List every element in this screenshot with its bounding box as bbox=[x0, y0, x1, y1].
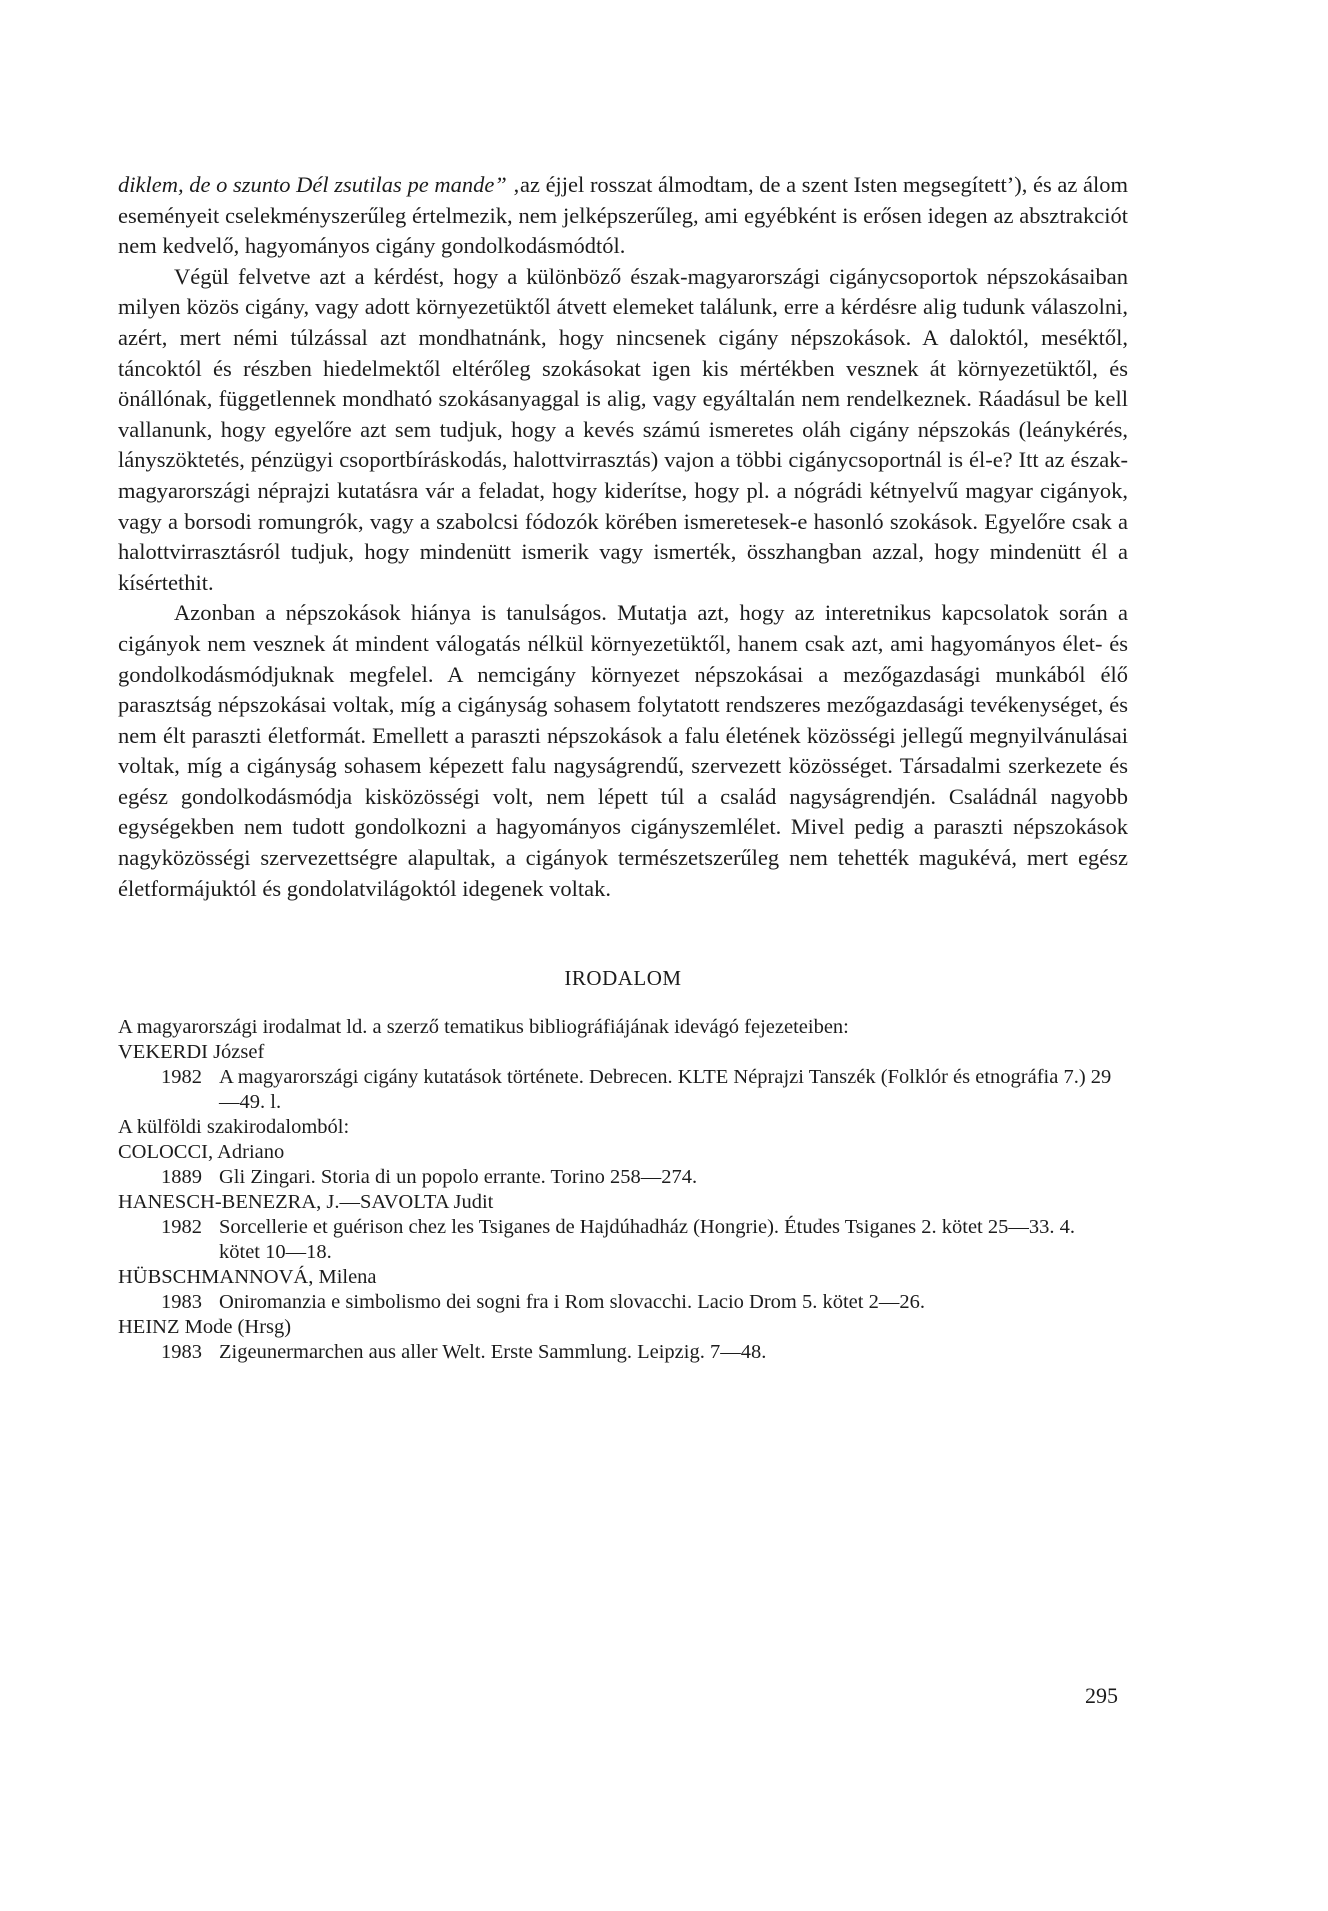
literature-heading: IRODALOM bbox=[564, 966, 682, 991]
body-paragraph-3: Azonban a népszokások hiánya is tanulságos. Mutatja azt, hogy az interetnikus kapcsolatok során a cigányok nem vesznek át mindent válogatás nélkül környezetüktől, hanem csak azt, ami hagyományos élet- és gondolkodásmódjuknak megfelel. A nemcigány környezet népszokásai a mezőgazdasági munkából élő parasztság népszokásai voltak, míg a cigányság sohasem folytatott rendszeres mezőgazdasági tevékenységet, és nem élt paraszti életformát. Emellett a paraszti népszokások a falu életének közösségi jellegű megnyilvánulásai voltak, míg a cigányság sohasem képezett falu nagyságrendű, szervezett közösséget. Társadalmi szerkezete és egész gondolkodásmódja kisközösségi volt, nem lépett túl a család nagyságrendjén. Családnál nagyobb egységekben nem tudott gondolkozni a hagyományos cigányszemlélet. Mivel pedig a paraszti népszokások nagyközösségi szervezettségre alapultak, a cigányok természetszerűleg nem tehették magukévá, mert egész életformájuktól és gondolatvilágoktól idegenek voltak. bbox=[118, 600, 1128, 901]
foreign-literature-label: A külföldi szakirodalomból: bbox=[118, 1116, 350, 1139]
bib-reference: Oniromanzia e simbolismo dei sogni fra i Rom slovacchi. Lacio Drom 5. kötet 2—26. bbox=[219, 1291, 925, 1314]
bib-reference: Gli Zingari. Storia di un popolo errante. Torino 258—274. bbox=[219, 1166, 698, 1189]
bib-year: 1982 bbox=[161, 1066, 202, 1089]
bib-year: 1889 bbox=[161, 1166, 202, 1189]
bib-author: HÜBSCHMANNOVÁ, Milena bbox=[118, 1266, 377, 1289]
bib-year: 1983 bbox=[161, 1341, 202, 1364]
bib-author: HEINZ Mode (Hrsg) bbox=[118, 1316, 292, 1339]
bib-reference: Sorcellerie et guérison chez les Tsiganes de Hajdúhadház (Hongrie). Études Tsiganes 2. kötet 25—33. 4. kötet 10—18. bbox=[219, 1216, 1075, 1264]
bib-author: COLOCCI, Adriano bbox=[118, 1141, 285, 1164]
bib-entry bbox=[118, 1165, 1128, 1190]
bib-year: 1982 bbox=[161, 1216, 202, 1239]
paragraph-1-text: ‚az éjjel rosszat álmodtam, de a szent Isten megsegített’), és az álom eseményeit cselekményszerűleg értelmezik, nem jelképszerűleg, ami egyébként is erősen idegen az absztrakciót nem kedvelő, hagyományos cigány gondolkodásmódtól. bbox=[118, 172, 1128, 259]
bibliography bbox=[118, 1015, 1128, 1365]
bib-author: VEKERDI József bbox=[118, 1041, 265, 1064]
bib-entry bbox=[118, 1065, 1128, 1115]
document-page bbox=[118, 170, 1128, 1365]
bib-entry bbox=[118, 1290, 1128, 1315]
bib-entry bbox=[118, 1340, 1128, 1365]
page-number: 295 bbox=[1085, 1683, 1118, 1708]
bib-year: 1983 bbox=[161, 1291, 202, 1314]
body-paragraph-2: Végül felvetve azt a kérdést, hogy a különböző észak-magyarországi cigánycsoportok népszokásaiban milyen közös cigány, vagy adott környezetüktől átvett elemeket találunk, erre a kérdésre alig tudunk válaszolni, azért, mert némi túlzással azt mondhatnánk, hogy nincsenek cigány népszokások. A daloktól, meséktől, táncoktól és részben hiedelmektől eltérőleg szokásokat igen kis mértékben vesznek át környezetüktől, és önállónak, függetlennek mondható szokásanyaggal is alig, vagy egyáltalán nem rendelkeznek. Ráadásul be kell vallanunk, hogy egyelőre azt sem tudjuk, hogy a kevés számú ismeretes oláh cigány népszokás (leánykérés, lányszöktetés, pénzügyi csoportbíráskodás, halottvirrasztás) vajon a többi cigánycsoportnál is él-e? Itt az észak-magyarországi néprajzi kutatásra vár a feladat, hogy kiderítse, hogy pl. a nógrádi kétnyelvű magyar cigányok, vagy a borsodi romungrók, vagy a szabolcsi fódozók körében ismeretesek-e hasonló szokások. Egyelőre csak a halottvirrasztásról tudjuk, hogy mindenütt ismerik vagy ismerték, összhangban azzal, hogy mindenütt él a kísértethit. bbox=[118, 263, 1128, 595]
romani-quote: diklem, de o szunto Dél zsutilas pe mande” bbox=[118, 172, 507, 197]
bib-entry bbox=[118, 1215, 1128, 1265]
bibliography-intro: A magyarországi irodalmat ld. a szerző tematikus bibliográfiájának idevágó fejezeteiben: bbox=[118, 1016, 849, 1039]
body-paragraph-1 bbox=[118, 170, 1128, 262]
bib-reference: A magyarországi cigány kutatások története. Debrecen. KLTE Néprajzi Tanszék (Folklór és etnográfia 7.) 29—49. l. bbox=[219, 1066, 1112, 1114]
bib-reference: Zigeunermarchen aus aller Welt. Erste Sammlung. Leipzig. 7—48. bbox=[219, 1341, 767, 1364]
bib-author: HANESCH-BENEZRA, J.—SAVOLTA Judit bbox=[118, 1191, 494, 1214]
